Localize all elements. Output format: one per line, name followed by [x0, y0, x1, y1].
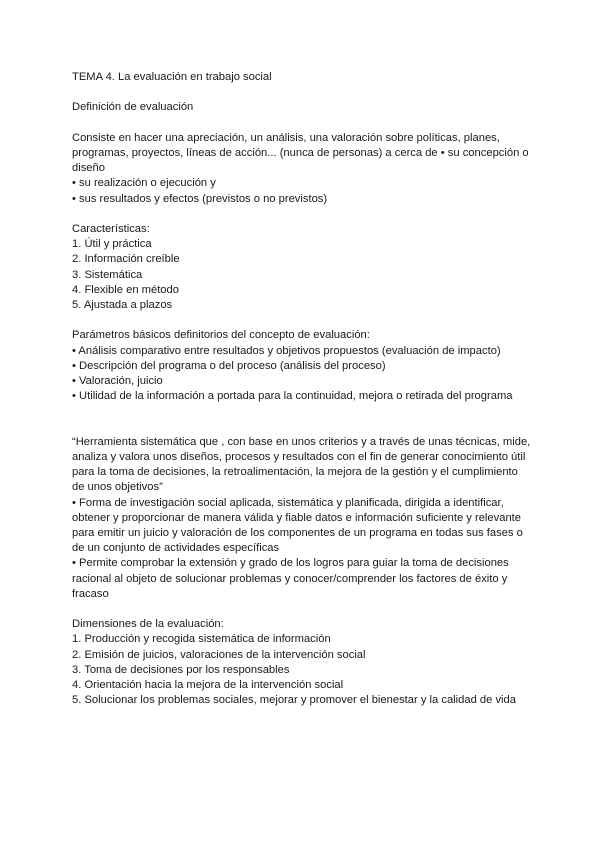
definition-line: • su realización o ejecución y: [72, 177, 216, 190]
dimensions-heading: Dimensiones de la evaluación:: [72, 618, 224, 631]
document-page: [72, 70, 537, 708]
parameters-heading: Parámetros básicos definitorios del concepto de evaluación:: [72, 329, 370, 342]
characteristics-heading: Características:: [72, 222, 150, 235]
quote-line: racional al objeto de solucionar problemas y conocer/comprender los factores de éxito y: [72, 572, 508, 585]
quote-line: fracaso: [72, 587, 109, 600]
list-item: 3. Toma de decisiones por los responsables: [72, 663, 290, 676]
characteristics-list: [72, 237, 537, 313]
definition-paragraph: [72, 131, 537, 207]
quote-line: analiza y valora unos diseños, procesos y resultados con el fin de generar conocimiento útil: [72, 450, 526, 463]
list-item: 3. Sistemática: [72, 268, 143, 281]
list-item: • Análisis comparativo entre resultados y objetivos propuestos (evaluación de impacto): [72, 344, 501, 357]
quote-line: para emitir un juicio y valoración de los componentes de un programa en todas sus fases o: [72, 527, 523, 539]
quote-line: obtener y proporcionar de manera válida y fiable datos e información suficiente y relevante: [72, 511, 521, 524]
list-item: 4. Flexible en método: [72, 283, 179, 296]
definition-line: • sus resultados y efectos (previstos o no previstos): [72, 192, 328, 205]
quote-line: de unos objetivos”: [72, 481, 163, 494]
spacer: [72, 404, 537, 419]
list-item: • Descripción del programa o del proceso (análisis del proceso): [72, 359, 386, 372]
spacer: [72, 85, 537, 100]
list-item: 5. Ajustada a plazos: [72, 299, 173, 311]
quote-line: de un conjunto de actividades específicas: [72, 542, 280, 555]
list-item: 2. Información creíble: [72, 253, 180, 266]
definition-quote-block: [72, 435, 537, 602]
definition-line: Consiste en hacer una apreciación, un análisis, una valoración sobre políticas, planes,: [72, 131, 500, 144]
spacer: [72, 313, 537, 328]
dimensions-list: [72, 632, 537, 708]
spacer: [72, 602, 537, 617]
list-item: 1. Producción y recogida sistemática de información: [72, 633, 331, 646]
quote-line: • Forma de investigación social aplicada, sistemática y planificada, dirigida a identificar,: [72, 496, 504, 509]
definition-line: diseño: [72, 162, 105, 175]
spacer: [72, 207, 537, 222]
document-title: TEMA 4. La evaluación en trabajo social: [72, 71, 272, 83]
list-item: 5. Solucionar los problemas sociales, mejorar y promover el bienestar y la calidad de vida: [72, 694, 516, 707]
list-item: • Valoración, juicio: [72, 375, 163, 387]
list-item: 2. Emisión de juicios, valoraciones de la intervención social: [72, 648, 366, 661]
quote-line: para la toma de decisiones, la retroalimentación, la mejora de la gestión y el cumplimiento: [72, 466, 518, 479]
spacer: [72, 116, 537, 131]
spacer: [72, 420, 537, 435]
quote-line: • Permite comprobar la extensión y grado de los logros para guiar la toma de decisiones: [72, 557, 509, 570]
quote-line: “Herramienta sistemática que , con base en unos criterios y a través de unas técnicas, mide,: [72, 435, 531, 448]
list-item: 4. Orientación hacia la mejora de la intervención social: [72, 679, 344, 692]
list-item: • Utilidad de la información a portada para la continuidad, mejora o retirada del programa: [72, 390, 513, 403]
parameters-list: [72, 344, 537, 405]
list-item: 1. Útil y práctica: [72, 238, 152, 251]
definition-line: programas, proyectos, líneas de acción... (nunca de personas) a cerca de • su concepción o: [72, 146, 529, 159]
definition-heading: Definición de evaluación: [72, 101, 194, 114]
